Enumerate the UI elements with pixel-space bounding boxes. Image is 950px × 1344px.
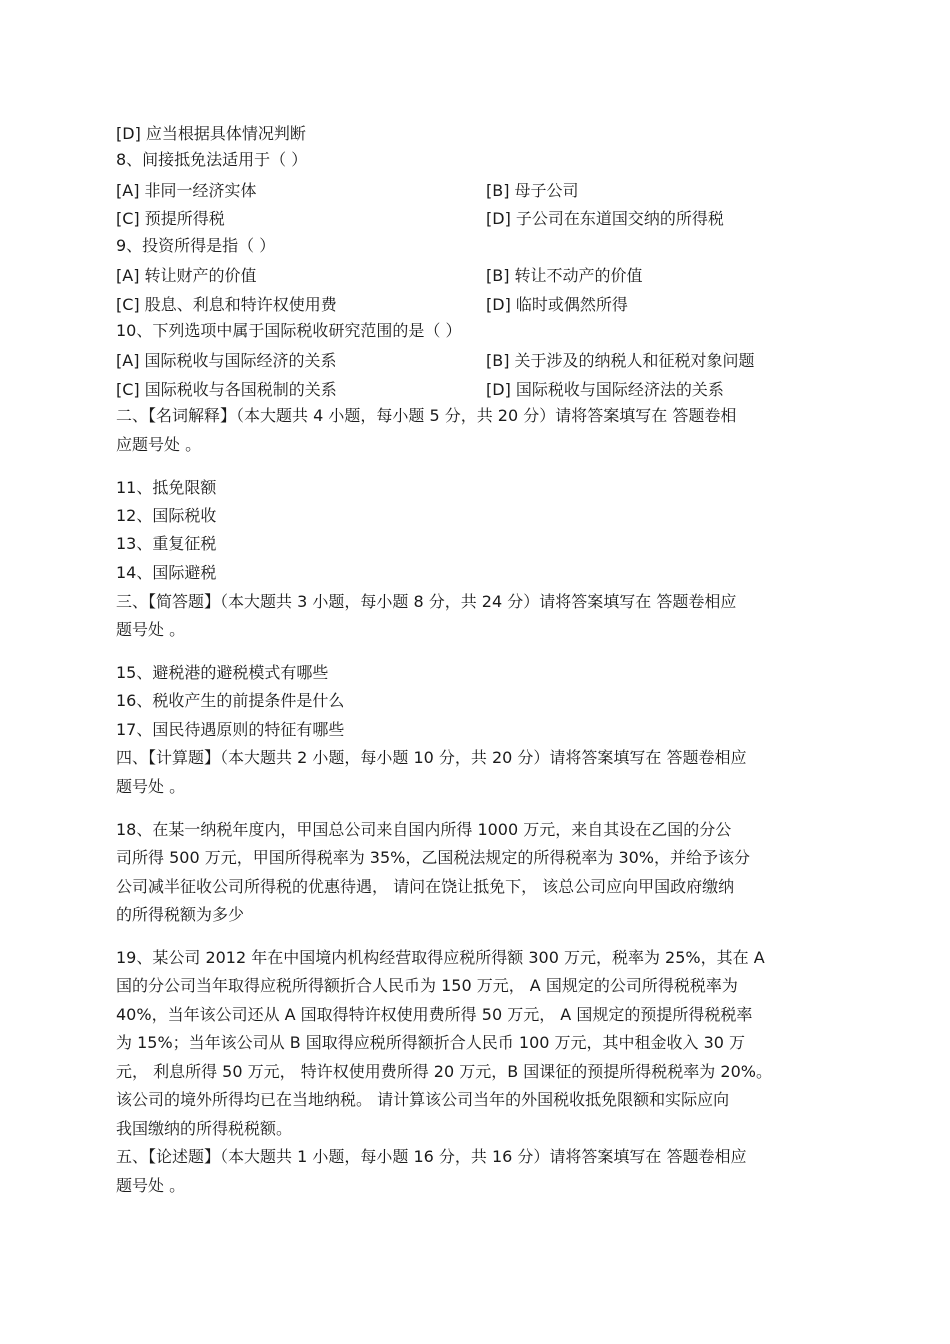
- q9-option-b: [B] 转让不动产的价值: [486, 266, 643, 285]
- q8-option-b: [B] 母子公司: [486, 181, 579, 200]
- section-2-header: 二、【名词解释】（本大题共 4 小题，每小题 5 分，共 20 分）请将答案填写在 答题卷相: [116, 406, 737, 425]
- section-4-header-cont: 题号处 。: [116, 777, 186, 796]
- q9-stem: 9、投资所得是指（ ）: [116, 236, 276, 255]
- q10-option-a: [A] 国际税收与国际经济的关系: [116, 351, 337, 370]
- q18-line: 公司减半征收公司所得税的优惠待遇， 请问在饶让抵免下， 该总公司应向甲国政府缴纳: [116, 877, 735, 896]
- q8-option-c: [C] 预提所得税: [116, 209, 225, 228]
- section-2-header-cont: 应题号处 。: [116, 435, 202, 454]
- q10-option-b: [B] 关于涉及的纳税人和征税对象问题: [486, 351, 755, 370]
- section-4-header: 四、【计算题】（本大题共 2 小题，每小题 10 分，共 20 分）请将答案填写在 答题卷相应: [116, 748, 747, 767]
- q19-line: 为 15%；当年该公司从 B 国取得应税所得额折合人民币 100 万元，其中租金收入 30 万: [116, 1033, 746, 1052]
- q19-line: 19、某公司 2012 年在中国境内机构经营取得应税所得额 300 万元，税率为 25%，其在 A: [116, 948, 765, 967]
- q9-option-d: [D] 临时或偶然所得: [486, 295, 628, 314]
- q13: 13、重复征税: [116, 534, 217, 553]
- q15: 15、避税港的避税模式有哪些: [116, 663, 329, 682]
- q7-option-d: [D] 应当根据具体情况判断: [116, 124, 306, 143]
- q9-option-a: [A] 转让财产的价值: [116, 266, 257, 285]
- q18-line: 司所得 500 万元，甲国所得税率为 35%，乙国税法规定的所得税率为 30%，并给予该分: [116, 848, 751, 867]
- q14: 14、国际避税: [116, 563, 217, 582]
- q19-line: 我国缴纳的所得税税额。: [116, 1119, 293, 1138]
- q8-option-d: [D] 子公司在东道国交纳的所得税: [486, 209, 724, 228]
- section-5-header-cont: 题号处 。: [116, 1176, 186, 1195]
- q12: 12、国际税收: [116, 506, 217, 525]
- q10-option-c: [C] 国际税收与各国税制的关系: [116, 380, 337, 399]
- q19-line: 该公司的境外所得均已在当地纳税。 请计算该公司当年的外国税收抵免限额和实际应向: [116, 1090, 730, 1109]
- q9-option-c: [C] 股息、利息和特许权使用费: [116, 295, 337, 314]
- q18-line: 18、在某一纳税年度内，甲国总公司来自国内所得 1000 万元，来自其设在乙国的分公: [116, 820, 732, 839]
- q10-stem: 10、下列选项中属于国际税收研究范围的是（ ）: [116, 321, 462, 340]
- q17: 17、国民待遇原则的特征有哪些: [116, 720, 345, 739]
- q8-stem: 8、间接抵免法适用于（ ）: [116, 150, 308, 169]
- q19-line: 元， 利息所得 50 万元， 特许权使用费所得 20 万元，B 国课征的预提所得税税率为 20%。: [116, 1062, 772, 1081]
- section-5-header: 五、【论述题】（本大题共 1 小题，每小题 16 分，共 16 分）请将答案填写在 答题卷相应: [116, 1147, 747, 1166]
- q19-line: 40%，当年该公司还从 A 国取得特许权使用费所得 50 万元， A 国规定的预提所得税税率: [116, 1005, 753, 1024]
- q16: 16、税收产生的前提条件是什么: [116, 691, 345, 710]
- q18-line: 的所得税额为多少: [116, 905, 245, 924]
- q8-option-a: [A] 非同一经济实体: [116, 181, 257, 200]
- q11: 11、抵免限额: [116, 478, 217, 497]
- section-3-header: 三、【简答题】（本大题共 3 小题，每小题 8 分，共 24 分）请将答案填写在 答题卷相应: [116, 592, 737, 611]
- q10-option-d: [D] 国际税收与国际经济法的关系: [486, 380, 724, 399]
- section-3-header-cont: 题号处 。: [116, 620, 186, 639]
- q19-line: 国的分公司当年取得应税所得额折合人民币为 150 万元， A 国规定的公司所得税税率为: [116, 976, 738, 995]
